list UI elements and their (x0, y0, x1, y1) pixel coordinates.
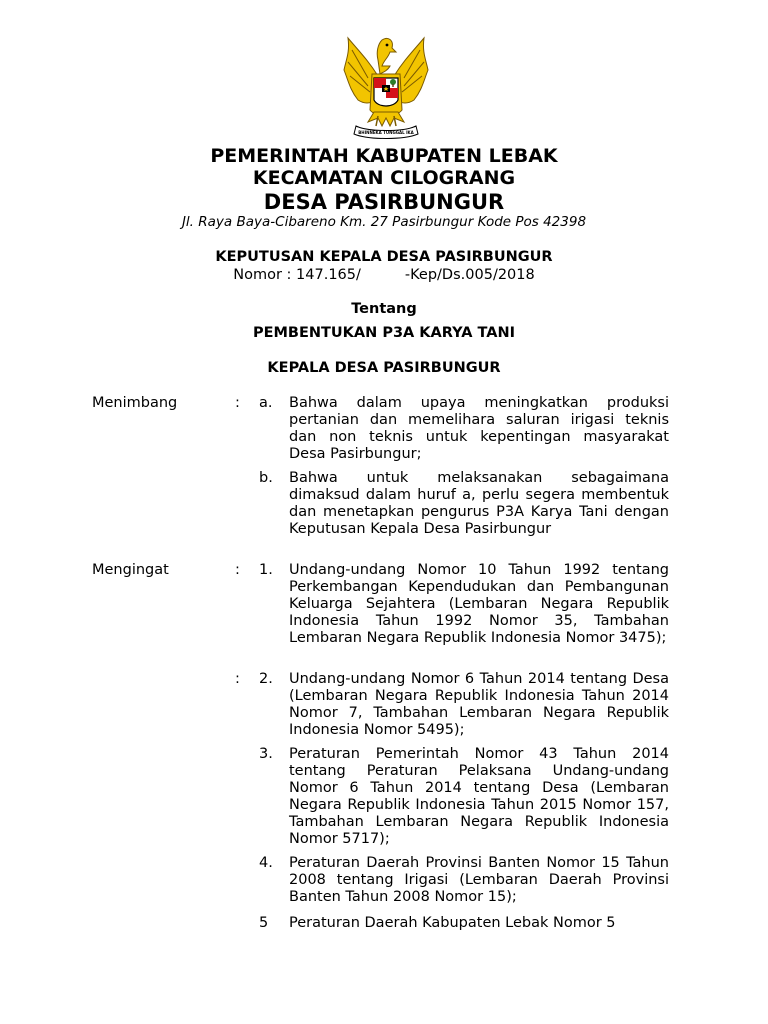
mengingat-marker-4: 4. (259, 855, 273, 871)
mengingat-item-5: Peraturan Daerah Kabupaten Lebak Nomor 5 (289, 915, 616, 931)
mengingat-marker-1: 1. (259, 562, 273, 578)
menimbang-item-b: Bahwa untuk melaksanakan sebagaimana dimaksud dalam huruf a, perlu segera membentuk dan menetapkan pengurus P3A Karya Tani dengan Keputusan Kepala Desa Pasirbungur (289, 470, 669, 537)
mengingat-marker-5: 5 (259, 915, 269, 931)
menimbang-marker-a: a. (259, 395, 273, 411)
menimbang-item-a: Bahwa dalam upaya meningkatkan produksi pertanian dan memelihara saluran irigasi teknis dan non teknis untuk kepentingan masyarakat Desa Pasirbungur; (289, 395, 669, 462)
mengingat-item-2: Undang-undang Nomor 6 Tahun 2014 tentang Desa (Lembaran Negara Republik Indonesia Tahun 2014 Nomor 7, Tambahan Lembaran Negara Republik Indonesia Nomor 5495); (289, 671, 669, 738)
mengingat-colon-2: : (235, 671, 240, 687)
village-title: DESA PASIRBUNGUR (263, 190, 505, 214)
menimbang-marker-b: b. (259, 470, 273, 486)
menimbang-colon: : (235, 395, 240, 411)
decision-title: KEPUTUSAN KEPALA DESA PASIRBUNGUR (215, 249, 553, 265)
office-address: Jl. Raya Baya-Cibareno Km. 27 Pasirbungur Kode Pos 42398 (181, 214, 587, 230)
decision-number-suffix: -Kep/Ds.005/2018 (404, 267, 535, 283)
decision-subject: PEMBENTUKAN P3A KARYA TANI (252, 325, 516, 341)
mengingat-item-3: Peraturan Pemerintah Nomor 43 Tahun 2014 tentang Peraturan Pelaksana Undang-undang Nomor 6 Tahun 2014 tentang Desa (Lembaran Negara Republik Indonesia Tahun 2015 Nomor 157, Tambahan Lembaran Negara Republik Indonesia Nomor 5717); (289, 746, 669, 847)
mengingat-item-1: Undang-undang Nomor 10 Tahun 1992 tentang Perkembangan Kependudukan dan Pembangunan Keluarga Sejahtera (Lembaran Negara Republik Indonesia Tahun 1992 Nomor 35, Tambahan Lembaran Negara Republik Indonesia Nomor 3475); (289, 562, 669, 646)
decision-number (0, 267, 768, 283)
garuda-emblem (338, 30, 434, 140)
mengingat-colon: : (235, 562, 240, 578)
svg-text:BHINNEKA TUNGGAL IKA: BHINNEKA TUNGGAL IKA (358, 130, 414, 135)
district-title: KECAMATAN CILOGRANG (252, 167, 516, 189)
mengingat-marker-2: 2. (259, 671, 273, 687)
mengingat-marker-3: 3. (259, 746, 273, 762)
decision-number-label: Nomor : 147.165/ (233, 267, 361, 283)
menimbang-label: Menimbang (92, 395, 178, 411)
government-title: PEMERINTAH KABUPATEN LEBAK (210, 145, 558, 167)
about-label: Tentang (351, 301, 417, 317)
mengingat-label: Mengingat (92, 562, 169, 578)
mengingat-item-4: Peraturan Daerah Provinsi Banten Nomor 15 Tahun 2008 tentang Irigasi (Lembaran Daerah Provinsi Banten Tahun 2008 Nomor 15); (289, 855, 669, 905)
authority-title: KEPALA DESA PASIRBUNGUR (267, 360, 501, 376)
